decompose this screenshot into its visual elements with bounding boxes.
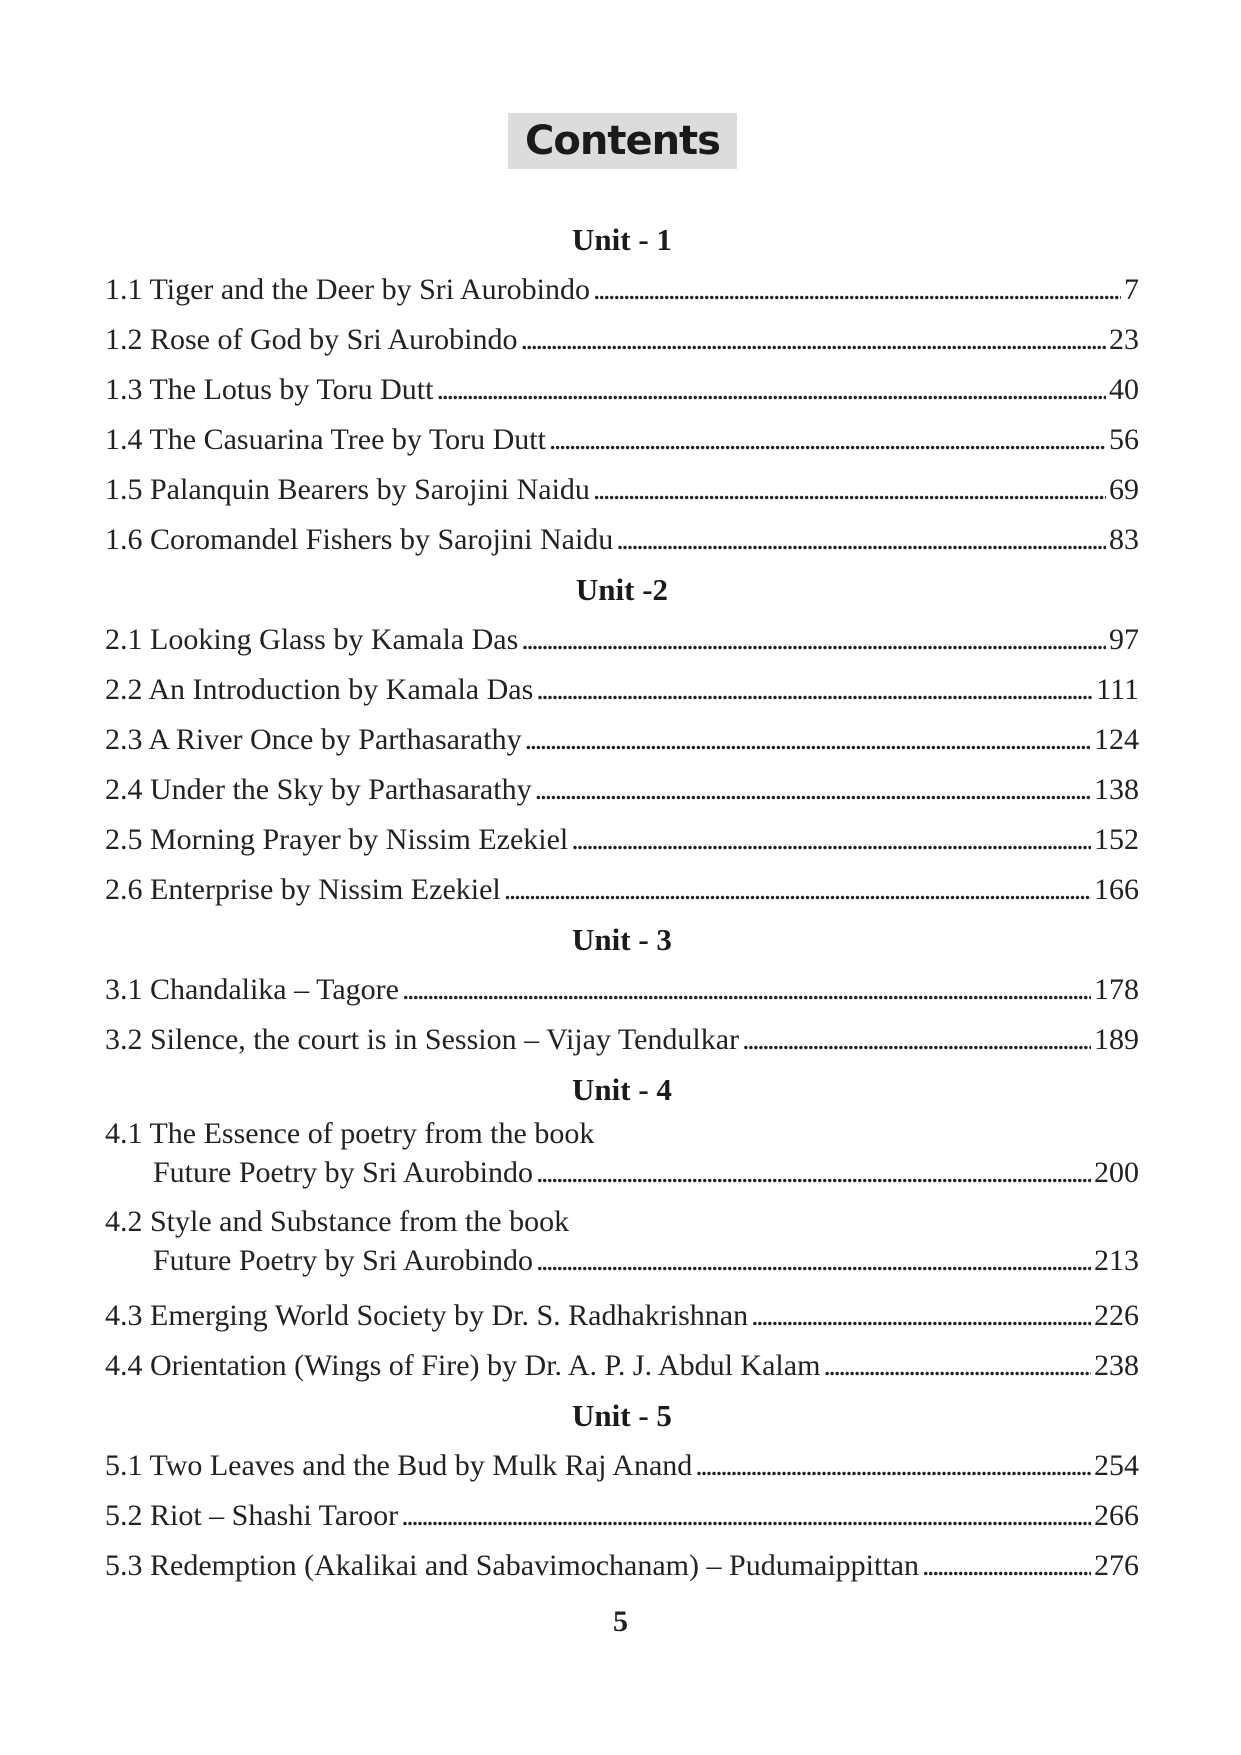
dot-leader bbox=[616, 515, 1106, 565]
entry-page-number: 97 bbox=[1109, 623, 1139, 656]
dot-leader bbox=[402, 965, 1091, 1015]
entry-page-number: 40 bbox=[1109, 373, 1139, 406]
entry-title-continuation: Future Poetry by Sri Aurobindo bbox=[153, 1244, 533, 1277]
toc-entry bbox=[105, 1441, 1139, 1491]
dot-leader bbox=[536, 1241, 1091, 1281]
dot-leader bbox=[504, 865, 1091, 915]
dot-leader bbox=[536, 1153, 1091, 1193]
dot-leader bbox=[593, 465, 1106, 515]
dot-leader bbox=[521, 315, 1107, 365]
entry-title: 2.2 An Introduction by Kamala Das bbox=[105, 673, 534, 706]
dot-leader bbox=[536, 665, 1093, 715]
unit-heading: Unit - 3 bbox=[572, 922, 672, 957]
toc-entry bbox=[105, 465, 1139, 515]
dot-leader bbox=[401, 1491, 1091, 1541]
entry-page-number: 124 bbox=[1094, 723, 1139, 756]
dot-leader bbox=[823, 1341, 1091, 1391]
dot-leader bbox=[571, 815, 1091, 865]
entry-page-number: 178 bbox=[1094, 973, 1139, 1006]
entry-title: 1.2 Rose of God by Sri Aurobindo bbox=[105, 323, 518, 356]
toc-entry bbox=[105, 315, 1139, 365]
entry-title: 3.1 Chandalika – Tagore bbox=[105, 973, 399, 1006]
dot-leader bbox=[436, 365, 1106, 415]
entry-title: 3.2 Silence, the court is in Session – Vijay Tendulkar bbox=[105, 1023, 740, 1056]
entry-title: 5.2 Riot – Shashi Taroor bbox=[105, 1499, 399, 1532]
entry-page-number: 69 bbox=[1109, 473, 1139, 506]
toc-entry bbox=[105, 415, 1139, 465]
toc-entry bbox=[105, 665, 1139, 715]
toc-entry bbox=[105, 815, 1139, 865]
toc-entry bbox=[105, 965, 1139, 1015]
toc-entry bbox=[105, 1115, 1139, 1203]
toc-entry bbox=[105, 1015, 1139, 1065]
entry-page-number: 200 bbox=[1094, 1156, 1139, 1189]
entry-page-number: 7 bbox=[1124, 273, 1139, 306]
entry-title: 4.1 The Essence of poetry from the book bbox=[105, 1117, 595, 1150]
entry-title-continuation: Future Poetry by Sri Aurobindo bbox=[153, 1156, 533, 1189]
unit-heading: Unit - 5 bbox=[572, 1398, 672, 1433]
entry-title: 2.1 Looking Glass by Kamala Das bbox=[105, 623, 519, 656]
entry-page-number: 23 bbox=[1109, 323, 1139, 356]
toc-entry bbox=[105, 1203, 1139, 1291]
toc-entry bbox=[105, 1541, 1139, 1591]
entry-title: 4.2 Style and Substance from the book bbox=[105, 1205, 570, 1238]
dot-leader bbox=[695, 1441, 1091, 1491]
entry-page-number: 226 bbox=[1094, 1299, 1139, 1332]
entry-title: 1.4 The Casuarina Tree by Toru Dutt bbox=[105, 423, 546, 456]
entry-page-number: 83 bbox=[1109, 523, 1139, 556]
dot-leader bbox=[922, 1541, 1091, 1591]
entry-page-number: 138 bbox=[1094, 773, 1139, 806]
entry-title: 1.1 Tiger and the Deer by Sri Aurobindo bbox=[105, 273, 590, 306]
unit-heading: Unit - 4 bbox=[572, 1072, 672, 1107]
table-of-contents bbox=[105, 215, 1139, 1591]
unit-heading: Unit - 1 bbox=[572, 222, 672, 257]
unit-heading: Unit -2 bbox=[575, 572, 669, 607]
toc-entry bbox=[105, 515, 1139, 565]
entry-title: 1.5 Palanquin Bearers by Sarojini Naidu bbox=[105, 473, 590, 506]
entry-page-number: 238 bbox=[1094, 1349, 1139, 1382]
toc-entry bbox=[105, 865, 1139, 915]
entry-title: 5.3 Redemption (Akalikai and Sabavimochanam) – Pudumaippittan bbox=[105, 1549, 919, 1582]
toc-entry bbox=[105, 615, 1139, 665]
dot-leader bbox=[593, 265, 1121, 315]
entry-title: 2.3 A River Once by Parthasarathy bbox=[105, 723, 522, 756]
toc-entry bbox=[105, 1291, 1139, 1341]
page-number: 5 bbox=[613, 1605, 628, 1638]
entry-title: 5.1 Two Leaves and the Bud by Mulk Raj Anand bbox=[105, 1449, 693, 1482]
entry-page-number: 213 bbox=[1094, 1244, 1139, 1277]
entry-title: 2.6 Enterprise by Nissim Ezekiel bbox=[105, 873, 501, 906]
entry-title: 4.4 Orientation (Wings of Fire) by Dr. A. P. J. Abdul Kalam bbox=[105, 1349, 821, 1382]
dot-leader bbox=[549, 415, 1106, 465]
entry-page-number: 266 bbox=[1094, 1499, 1139, 1532]
entry-page-number: 152 bbox=[1094, 823, 1139, 856]
entry-title: 1.3 The Lotus by Toru Dutt bbox=[105, 373, 434, 406]
entry-title: 1.6 Coromandel Fishers by Sarojini Naidu bbox=[105, 523, 614, 556]
toc-entry bbox=[105, 715, 1139, 765]
toc-entry bbox=[105, 765, 1139, 815]
dot-leader bbox=[751, 1291, 1091, 1341]
dot-leader bbox=[521, 615, 1106, 665]
entry-page-number: 166 bbox=[1094, 873, 1139, 906]
entry-page-number: 56 bbox=[1109, 423, 1139, 456]
entry-title: 2.4 Under the Sky by Parthasarathy bbox=[105, 773, 532, 806]
toc-entry bbox=[105, 365, 1139, 415]
entry-page-number: 111 bbox=[1096, 673, 1139, 706]
dot-leader bbox=[525, 715, 1091, 765]
dot-leader bbox=[535, 765, 1091, 815]
entry-page-number: 276 bbox=[1094, 1549, 1139, 1582]
toc-entry bbox=[105, 1341, 1139, 1391]
toc-entry bbox=[105, 265, 1139, 315]
dot-leader bbox=[742, 1015, 1091, 1065]
entry-page-number: 189 bbox=[1094, 1023, 1139, 1056]
page-title: Contents bbox=[525, 118, 720, 164]
toc-entry bbox=[105, 1491, 1139, 1541]
entry-title: 2.5 Morning Prayer by Nissim Ezekiel bbox=[105, 823, 569, 856]
entry-title: 4.3 Emerging World Society by Dr. S. Radhakrishnan bbox=[105, 1299, 749, 1332]
entry-page-number: 254 bbox=[1094, 1449, 1139, 1482]
